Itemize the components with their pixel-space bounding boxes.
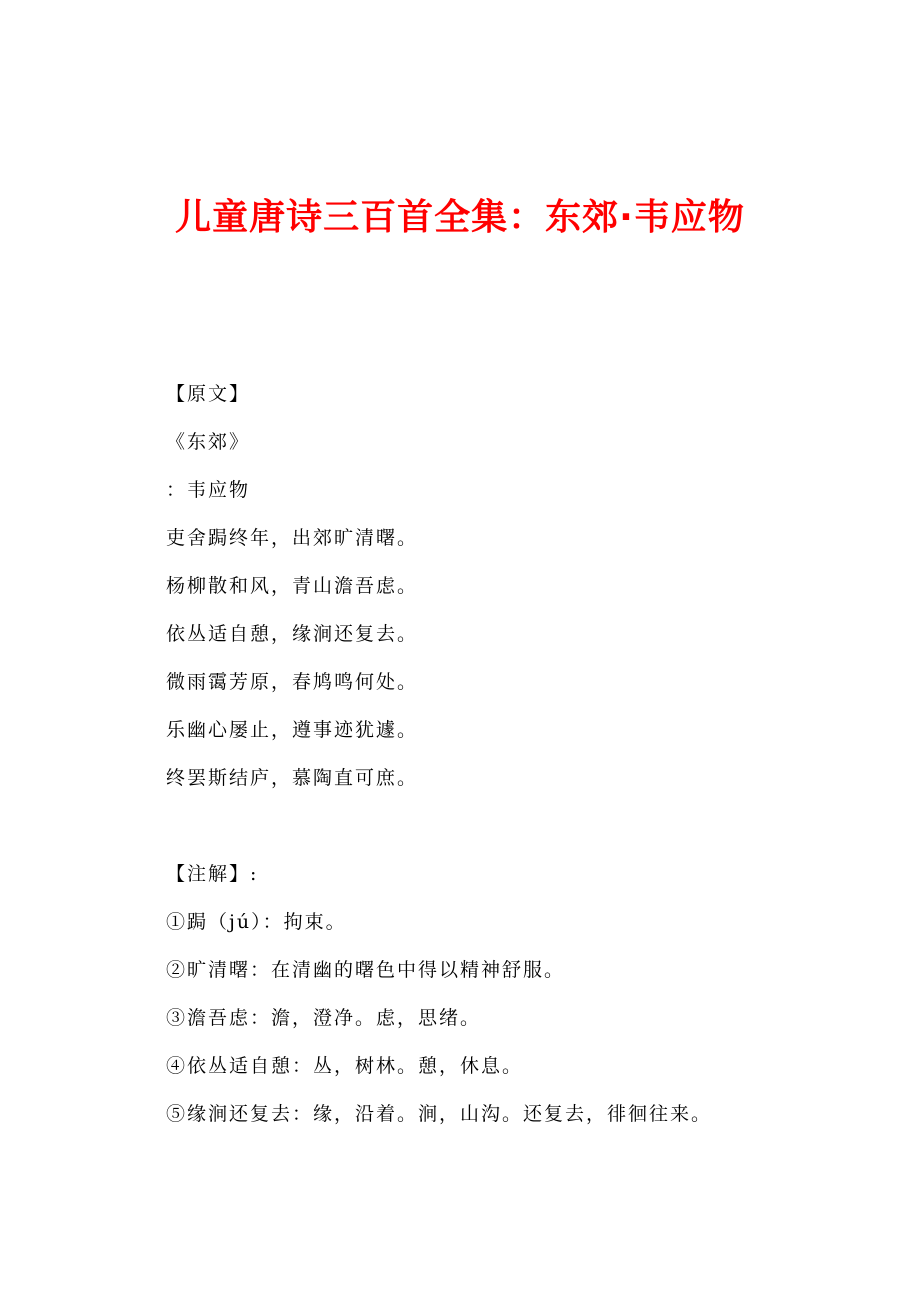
note-item: ③澹吾虑：澹，澄净。虑，思绪。 bbox=[166, 1007, 482, 1029]
poem-line: 依丛适自憩，缘涧还复去。 bbox=[166, 623, 419, 645]
poem-line: 微雨霭芳原，春鸠鸣何处。 bbox=[166, 671, 419, 693]
poem-line: 终罢斯结庐，慕陶直可庶。 bbox=[166, 767, 419, 789]
note-item: ②旷清曙：在清幽的曙色中得以精神舒服。 bbox=[166, 959, 566, 981]
original-text-header: 【原文】 bbox=[166, 383, 251, 405]
poem-title: 《东郊》 bbox=[166, 431, 251, 453]
notes-header: 【注解】: bbox=[166, 863, 259, 885]
note-item: ④依丛适自憩：丛，树林。憩，休息。 bbox=[166, 1055, 524, 1077]
poem-line: 杨柳散和风，青山澹吾虑。 bbox=[166, 575, 419, 597]
poem-line: 吏舍跼终年，出郊旷清曙。 bbox=[166, 527, 419, 549]
page-title: 儿童唐诗三百首全集：东郊·韦应物 bbox=[175, 197, 745, 238]
note-item: ⑤缘涧还复去：缘，沿着。涧，山沟。还复去，徘徊往来。 bbox=[166, 1103, 713, 1125]
poem-line: 乐幽心屡止，遵事迹犹遽。 bbox=[166, 719, 419, 741]
note-item: ①跼（jú）：拘束。 bbox=[166, 911, 347, 933]
author-line: ：韦应物 bbox=[166, 479, 251, 501]
